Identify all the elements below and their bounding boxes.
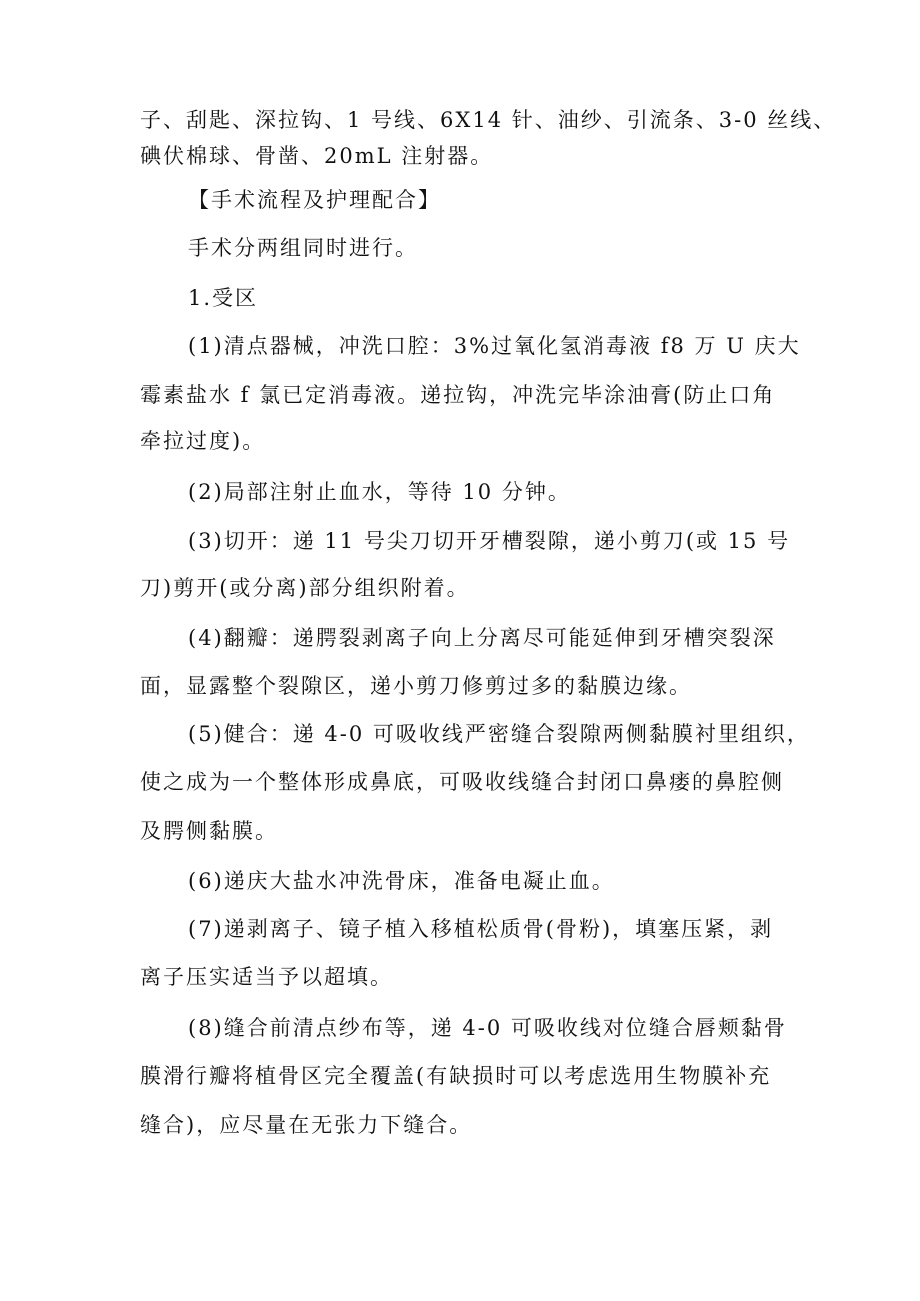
subsection-heading: 1.受区 [188, 286, 259, 310]
paragraph-line: (4)翻瓣：递腭裂剥离子向上分离尽可能延伸到牙槽突裂深 [188, 626, 776, 650]
paragraph-line: 面，显露整个裂隙区，递小剪刀修剪过多的黏膜边缘。 [140, 674, 692, 698]
paragraph-line: 缝合)，应尽量在无张力下缝合。 [140, 1113, 473, 1137]
paragraph-line: (2)局部注射止血水，等待 10 分钟。 [188, 480, 571, 504]
paragraph-line: 刀)剪开(或分离)部分组织附着。 [140, 576, 470, 600]
paragraph-line: (8)缝合前清点纱布等，递 4-0 可吸收线对位缝合唇颊黏骨 [188, 1016, 787, 1040]
paragraph-line: (1)清点器械，冲洗口腔：3%过氧化氢消毒液 f8 万 U 庆大 [188, 334, 801, 358]
paragraph-line: (3)切开：递 11 号尖刀切开牙槽裂隙，递小剪刀(或 15 号 [188, 529, 791, 553]
paragraph-line: 离子压实适当予以超填。 [140, 965, 393, 989]
paragraph-line: 使之成为一个整体形成鼻底，可吸收线缝合封闭口鼻瘘的鼻腔侧 [140, 770, 784, 794]
paragraph-line: (6)递庆大盐水冲洗骨床，准备电凝止血。 [188, 869, 615, 893]
text-line: 子、刮匙、深拉钩、1 号线、6X14 针、油纱、引流条、3-0 丝线、 [140, 108, 837, 132]
paragraph-line: 霉素盐水 f 氯已定消毒液。递拉钩，冲洗完毕涂油膏(防止口角 [140, 383, 776, 407]
section-heading: 【手术流程及护理配合】 [188, 188, 441, 212]
paragraph-line: 牵拉过度)。 [140, 429, 266, 453]
paragraph-line: (5)健合：递 4-0 可吸收线严密缝合裂隙两侧黏膜衬里组织， [188, 722, 810, 746]
paragraph-line: (7)递剥离子、镜子植入移植松质骨(骨粉)，填塞压紧，剥 [188, 917, 774, 941]
text-line: 碘伏棉球、骨凿、20mL 注射器。 [140, 144, 494, 168]
paragraph-line: 及腭侧黏膜。 [140, 819, 278, 843]
paragraph-line: 手术分两组同时进行。 [188, 236, 418, 260]
paragraph-line: 膜滑行瓣将植骨区完全覆盖(有缺损时可以考虑选用生物膜补充 [140, 1064, 772, 1088]
